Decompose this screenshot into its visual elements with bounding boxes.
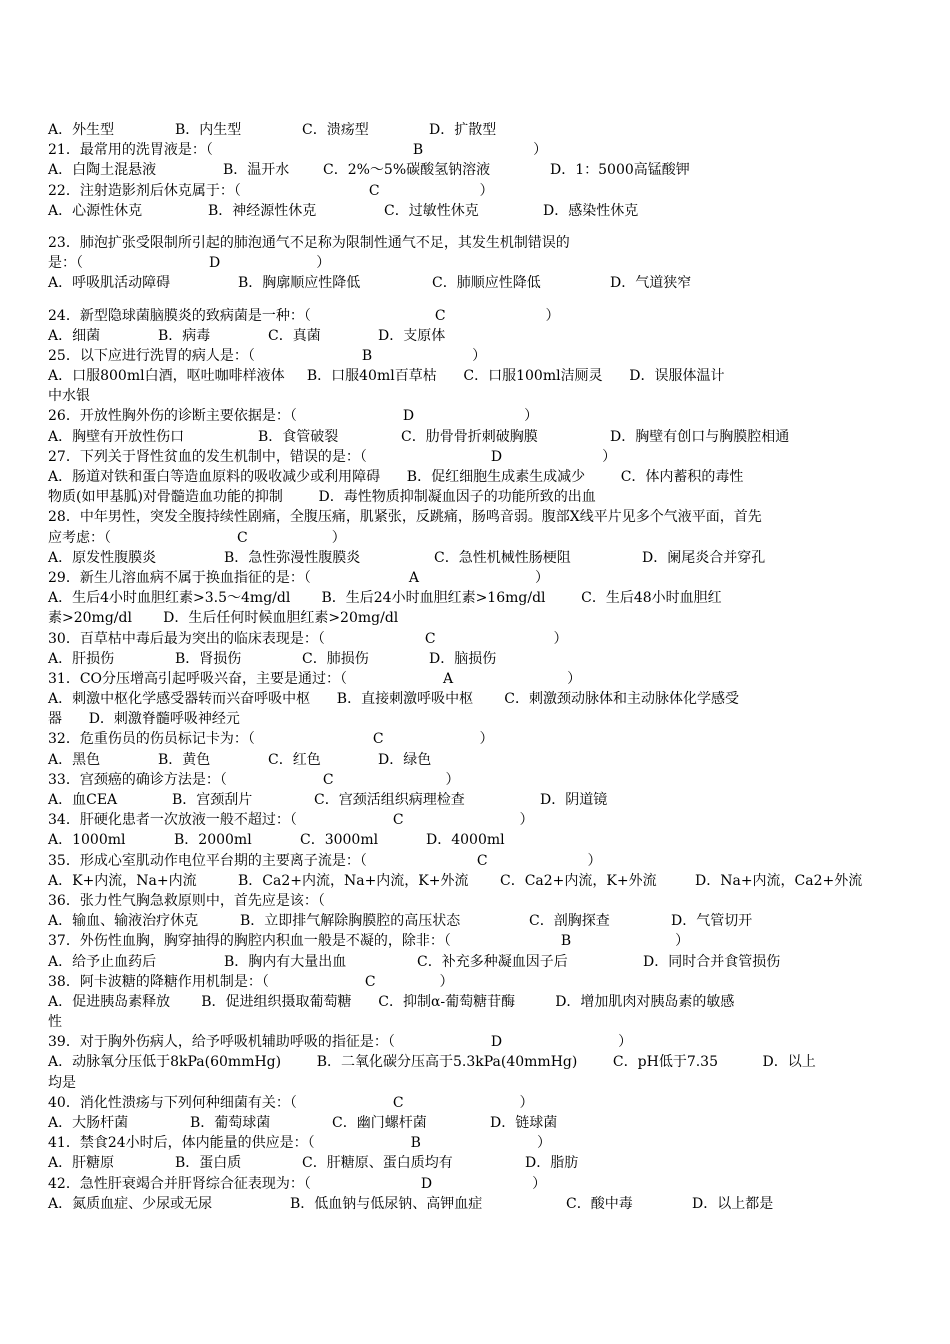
option: B．胸内有大量出血 <box>224 953 347 970</box>
closing-paren: ） <box>439 973 454 990</box>
question-line <box>48 669 908 689</box>
question-line <box>48 629 908 649</box>
option: C．红色 <box>268 751 321 768</box>
question-line <box>48 1093 908 1113</box>
question-stem: 是：（ <box>48 255 83 272</box>
question-stem: 36．张力性气胸急救原则中，首先应是该：（ <box>48 892 325 909</box>
question-stem: 35．形成心室肌动作电位平台期的主要离子流是：（ <box>48 852 367 869</box>
question-stem: 32．危重伤员的伤员标记卡为：（ <box>48 731 255 748</box>
option: A．给予止血药后 <box>48 953 157 970</box>
answer-letter: D <box>490 448 503 465</box>
option: D．Na+内流，Ca2+外流 <box>695 872 863 889</box>
closing-paren: ） <box>532 1175 547 1192</box>
option: A．呼吸肌活动障碍 <box>48 275 171 292</box>
spacer <box>48 294 908 306</box>
option: D．气道狭窄 <box>610 275 692 292</box>
text-line: A．生后4小时血胆红素>3.5～4mg/dl B．生后24小时血胆红素>16mg/dl C．生后48小时血胆红 <box>48 590 722 607</box>
option: C．补充多种凝血因子后 <box>417 953 568 970</box>
answer-letter: C <box>368 182 380 199</box>
option: A．细菌 <box>48 327 101 344</box>
options-line <box>48 548 908 568</box>
answer-letter: C <box>424 630 436 647</box>
option: C．过敏性休克 <box>384 202 479 219</box>
question-stem: 33．宫颈癌的确诊方法是：（ <box>48 771 227 788</box>
answer-letter: C <box>476 852 488 869</box>
question-stem: 39．对于胸外伤病人，给予呼吸机辅助呼吸的指征是：（ <box>48 1034 395 1051</box>
options-line <box>48 871 908 891</box>
question-stem: 41．禁食24小时后，体内能量的供应是：（ <box>48 1135 315 1152</box>
options-line <box>48 911 908 931</box>
option: A．白陶土混悬液 <box>48 162 157 179</box>
option: D．气管切开 <box>671 913 753 930</box>
question-stem: 应考虑：（ <box>48 529 111 546</box>
option: A．肝糖原 <box>48 1155 115 1172</box>
option: A．外生型 <box>48 122 115 138</box>
answer-letter: C <box>372 731 384 748</box>
question-stem: 34．肝硬化患者一次放液一般不超过：（ <box>48 812 297 829</box>
question-line <box>48 851 908 871</box>
option: D．胸壁有创口与胸膜腔相通 <box>610 428 790 445</box>
question-line <box>48 181 908 201</box>
document-page <box>48 120 908 1214</box>
answer-letter: C <box>434 307 446 324</box>
option: D．感染性休克 <box>543 202 639 219</box>
options-line <box>48 160 908 180</box>
option: B．病毒 <box>158 327 211 344</box>
option: D．脑损伤 <box>429 650 497 667</box>
question-stem: 24．新型隐球菌脑膜炎的致病菌是一种：（ <box>48 307 311 324</box>
closing-paren: ） <box>534 569 549 586</box>
option: D．阑尾炎合并穿孔 <box>642 549 766 566</box>
option: A．氮质血症、少尿或无尿 <box>48 1195 213 1212</box>
option: B．黄色 <box>158 751 211 768</box>
closing-paren: ） <box>479 731 494 748</box>
options-line <box>48 649 908 669</box>
answer-letter: A <box>443 670 454 687</box>
option: D．以上都是 <box>692 1195 774 1212</box>
options-line <box>48 273 908 293</box>
option: C．宫颈活组织病理检查 <box>314 792 465 808</box>
option: B．低血钠与低尿钠、高钾血症 <box>290 1195 483 1212</box>
option: D．链球菌 <box>490 1115 558 1131</box>
option: D．扩散型 <box>429 122 497 138</box>
closing-paren: ） <box>567 670 582 687</box>
spacer <box>48 221 908 233</box>
question-line <box>48 1032 908 1052</box>
question-line <box>48 253 908 273</box>
closing-paren: ） <box>618 1034 633 1051</box>
option: A．K+内流，Na+内流 <box>48 872 197 889</box>
option: C．酸中毒 <box>566 1195 633 1212</box>
question-stem: 27．下列关于肾性贫血的发生机制中，错误的是：（ <box>48 448 367 465</box>
option: B．Ca2+内流，Na+内流，K+外流 <box>238 872 469 889</box>
answer-letter: D <box>209 255 221 272</box>
option: C．Ca2+内流，K+外流 <box>500 872 657 889</box>
answer-letter: A <box>408 569 419 586</box>
option: A．胸壁有开放性伤口 <box>48 428 185 445</box>
option: A．心源性休克 <box>48 202 143 219</box>
option: C．幽门螺杆菌 <box>332 1115 427 1131</box>
options-line <box>48 1194 908 1214</box>
question-line <box>48 729 908 749</box>
question-line <box>48 972 908 992</box>
options-line <box>48 830 908 850</box>
question-stem: 42．急性肝衰竭合并肝肾综合征表现为：（ <box>48 1175 311 1192</box>
option: B．胸廓顺应性降低 <box>238 275 361 292</box>
closing-paren: ） <box>472 347 487 364</box>
option: A．肝损伤 <box>48 650 115 667</box>
option: D．绿色 <box>378 751 432 768</box>
options-line <box>48 1113 908 1133</box>
option: A．血CEA <box>48 792 118 808</box>
option: C．真菌 <box>268 327 321 344</box>
closing-paren: ） <box>519 1094 534 1111</box>
option: B．2000ml <box>174 832 252 849</box>
option: A．大肠杆菌 <box>48 1115 129 1131</box>
question-stem: 31．CO分压增高引起呼吸兴奋，主要是通过：（ <box>48 670 348 687</box>
text-line: A．促进胰岛素释放 B．促进组织摄取葡萄糖 C．抑制α-葡萄糖苷酶 D．增加肌肉对胰岛素的敏感 <box>48 993 735 1010</box>
option: C．2%～5%碳酸氢钠溶液 <box>323 162 491 179</box>
closing-paren: ） <box>602 448 617 465</box>
question-stem: 22．注射造影剂后休克属于：（ <box>48 182 241 199</box>
option: D．阴道镜 <box>540 792 608 808</box>
closing-paren: ） <box>587 852 602 869</box>
options-line <box>48 201 908 221</box>
question-line <box>48 1133 908 1153</box>
option: B．神经源性休克 <box>208 202 317 219</box>
question-stem: 26．开放性胸外伤的诊断主要依据是：（ <box>48 408 297 425</box>
question-stem: 30．百草枯中毒后最为突出的临床表现是：（ <box>48 630 325 647</box>
text-line: 性 <box>48 1014 62 1031</box>
question-line <box>48 770 908 790</box>
answer-letter: C <box>237 529 248 546</box>
text-line: 23．肺泡扩张受限制所引起的肺泡通气不足称为限制性通气不足，其发生机制错误的 <box>48 234 570 251</box>
answer-letter: C <box>392 1094 404 1111</box>
closing-paren: ） <box>316 255 331 272</box>
options-line <box>48 952 908 972</box>
option: C．肝糖原、蛋白质均有 <box>302 1155 453 1172</box>
question-line <box>48 931 908 951</box>
option: B．肾损伤 <box>175 650 242 667</box>
option: B．蛋白质 <box>175 1155 242 1172</box>
option: B．温开水 <box>223 162 290 179</box>
closing-paren: ） <box>519 812 534 829</box>
answer-letter: C <box>364 973 376 990</box>
option: A．1000ml <box>48 832 126 849</box>
question-line <box>48 140 908 160</box>
closing-paren: ） <box>479 182 494 199</box>
answer-letter: B <box>361 347 373 364</box>
question-line <box>48 447 908 467</box>
question-stem: 37．外伤性血胸，胸穿抽得的胸腔内积血一般是不凝的，除非：（ <box>48 933 451 950</box>
option: C．3000ml <box>300 832 379 849</box>
answer-letter: B <box>410 1135 421 1152</box>
option: D．同时合并食管损伤 <box>643 953 781 970</box>
closing-paren: ） <box>533 142 548 159</box>
option: B．食管破裂 <box>258 428 339 445</box>
text-line: 器 D．刺激脊髓呼吸神经元 <box>48 711 240 728</box>
text-line: A．动脉氧分压低于8kPa(60mmHg) B．二氧化碳分压高于5.3kPa(40mmHg) C．pH低于7.35 D．以上 <box>48 1054 816 1071</box>
answer-letter: D <box>402 408 415 425</box>
closing-paren: ） <box>331 529 346 546</box>
question-stem: 25．以下应进行洗胃的病人是：（ <box>48 347 255 364</box>
option: C．剖胸探查 <box>529 913 610 930</box>
text-line: 28．中年男性，突发全腹持续性剧痛，全腹压痛，肌紧张，反跳痛，肠鸣音弱。腹部X线平片见多个气液平面，首先 <box>48 509 762 526</box>
option: A．黑色 <box>48 751 101 768</box>
option: B．急性弥漫性腹膜炎 <box>224 549 361 566</box>
option: A．原发性腹膜炎 <box>48 549 157 566</box>
question-line <box>48 1174 908 1194</box>
option: D．脂肪 <box>525 1155 579 1172</box>
answer-letter: C <box>322 771 334 788</box>
question-line <box>48 891 908 911</box>
options-line <box>48 750 908 770</box>
question-line <box>48 568 908 588</box>
question-line <box>48 346 908 366</box>
closing-paren: ） <box>545 307 560 324</box>
question-line <box>48 810 908 830</box>
options-line <box>48 790 908 810</box>
option: D．支原体 <box>378 327 446 344</box>
question-line <box>48 306 908 326</box>
options-line <box>48 1153 908 1173</box>
option: C．肋骨骨折刺破胸膜 <box>401 428 538 445</box>
option: D．4000ml <box>426 832 505 849</box>
option: B．内生型 <box>175 122 242 138</box>
question-line <box>48 406 908 426</box>
option: B．立即排气解除胸膜腔的高压状态 <box>240 913 461 930</box>
answer-letter: B <box>560 933 572 950</box>
options-line <box>48 120 908 140</box>
option: D．1：5000高锰酸钾 <box>550 162 690 179</box>
options-line <box>48 326 908 346</box>
option: C．溃疡型 <box>302 122 369 138</box>
option: C．肺损伤 <box>302 650 369 667</box>
option: B．宫颈刮片 <box>172 792 253 808</box>
options-line <box>48 427 908 447</box>
closing-paren: ） <box>536 1135 551 1152</box>
closing-paren: ） <box>553 630 568 647</box>
question-stem: 29．新生儿溶血病不属于换血指征的是：（ <box>48 569 311 586</box>
closing-paren: ） <box>675 933 690 950</box>
answer-letter: D <box>490 1034 503 1051</box>
text-line: 均是 <box>48 1074 76 1091</box>
closing-paren: ） <box>524 408 539 425</box>
question-line <box>48 528 908 548</box>
text-line: 素>20mg/dl D．生后任何时候血胆红素>20mg/dl <box>48 610 399 627</box>
question-stem: 40．消化性溃疡与下列何种细菌有关：（ <box>48 1094 297 1111</box>
text-line: 中水银 <box>48 388 90 405</box>
text-line: A．口服800ml白酒，呕吐咖啡样液体 B．口服40ml百草枯 C．口服100ml洁厕灵 D．误服体温计 <box>48 368 725 385</box>
text-line: A．刺激中枢化学感受器转而兴奋呼吸中枢 B．直接刺激呼吸中枢 C．刺激颈动脉体和主动脉体化学感受 <box>48 691 739 708</box>
closing-paren: ） <box>445 771 460 788</box>
text-line: 物质(如甲基胍)对骨髓造血功能的抑制 D．毒性物质抑制凝血因子的功能所致的出血 <box>48 489 596 506</box>
option: C．急性机械性肠梗阻 <box>434 549 571 566</box>
question-stem: 21．最常用的洗胃液是：（ <box>48 142 213 159</box>
text-line: A．肠道对铁和蛋白等造血原料的吸收减少或利用障碍 B．促红细胞生成素生成减少 C．体内蓄积的毒性 <box>48 469 744 485</box>
answer-letter: D <box>420 1175 433 1192</box>
option: B．葡萄球菌 <box>190 1115 271 1131</box>
answer-letter: B <box>412 142 424 159</box>
option: A．输血、输液治疗休克 <box>48 913 199 930</box>
question-stem: 38．阿卡波糖的降糖作用机制是：（ <box>48 973 269 990</box>
option: C．肺顺应性降低 <box>432 275 541 292</box>
answer-letter: C <box>392 812 404 829</box>
